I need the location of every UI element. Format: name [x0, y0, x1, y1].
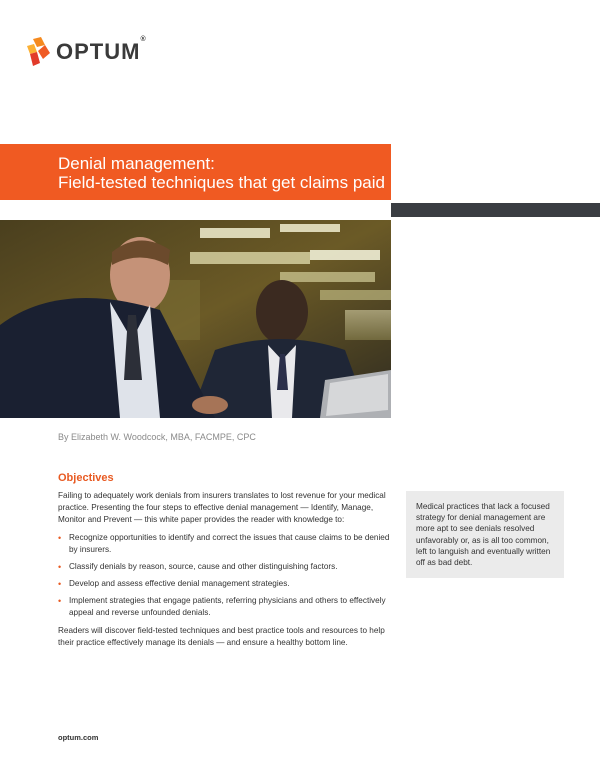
callout-box [406, 491, 564, 578]
objectives-intro: Failing to adequately work denials from insurers translates to lost revenue for your medical practice. Presenting the four steps to effective denial management — Identify, Manage, Monitor and Prevent — this white paper provides the reader with knowledge to: [58, 491, 386, 524]
decorative-bar [391, 203, 600, 217]
brand-name: OPTUM® [56, 36, 147, 64]
author-byline: By Elizabeth W. Woodcock, MBA, FACMPE, CPC [58, 432, 256, 442]
objectives-heading: Objectives [58, 472, 114, 484]
callout-text: Medical practices that lack a focused strategy for denial management are more apt to see denials resolved unfavorably or, as is all too common, left to languish and eventually written off as bad debt. [416, 502, 551, 568]
list-item: • Recognize opportunities to identify and correct the issues that cause claims to be denied by insurers. [58, 533, 390, 554]
page-title [58, 154, 385, 192]
title-line-1: Denial management: [58, 154, 215, 173]
bullet-icon: • [58, 579, 62, 589]
list-item: • Implement strategies that engage patients, referring physicians and others to effectively appeal and reverse unfounded denials. [58, 596, 386, 617]
objectives-closing: Readers will discover field-tested techniques and best practice tools and resources to help their practice effectively manage its denials — and ensure a healthy bottom line. [58, 626, 385, 647]
bullet-icon: • [58, 533, 62, 543]
bullet-icon: • [58, 596, 62, 606]
optum-logo [24, 36, 147, 68]
objectives-list [58, 532, 392, 619]
list-item: • Develop and assess effective denial management strategies. [58, 579, 290, 589]
title-line-2: Field-tested techniques that get claims paid [58, 173, 385, 192]
footer-url[interactable]: optum.com [58, 733, 99, 742]
optum-logo-icon [24, 36, 52, 68]
objectives-content [58, 490, 392, 655]
title-banner [0, 144, 391, 200]
header-photo [0, 220, 391, 418]
bullet-icon: • [58, 562, 62, 572]
list-item: • Classify denials by reason, source, cause and other distinguishing factors. [58, 562, 338, 572]
